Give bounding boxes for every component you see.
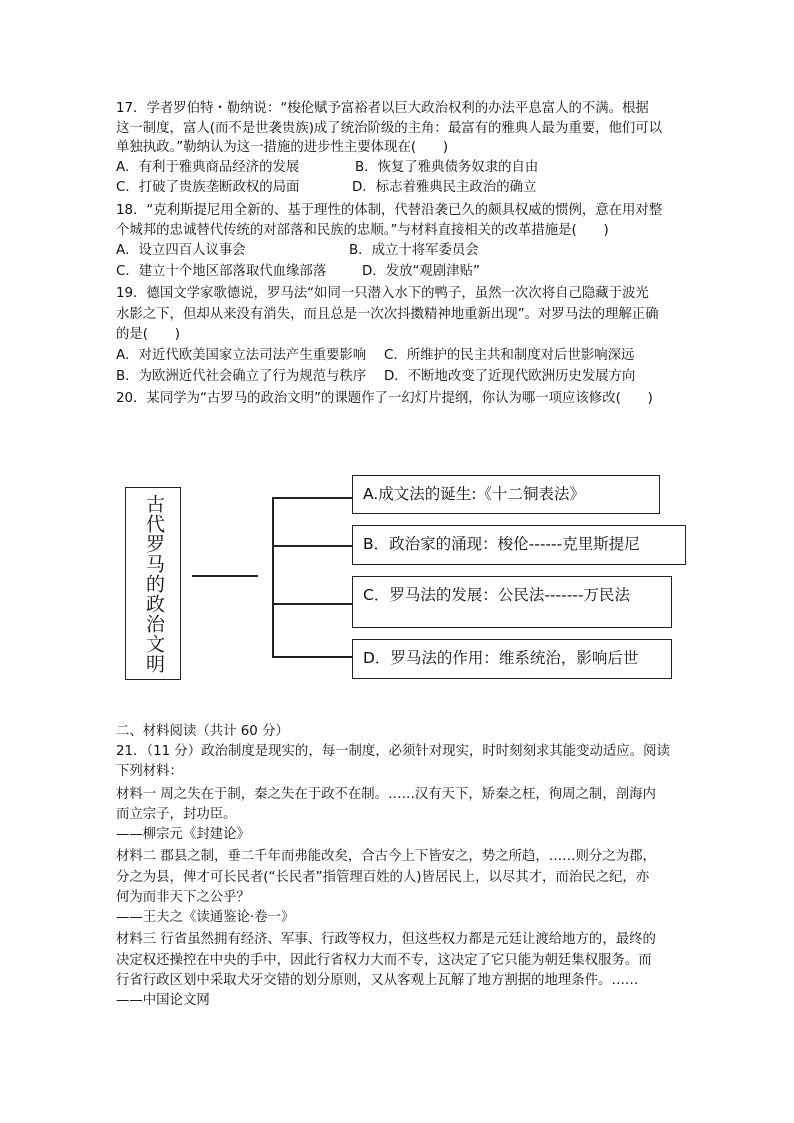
material2-line-3: 何为而非天下之公乎？ — [116, 890, 250, 905]
q19-stem-line-2: 水影之下，但却从来没有消失，而且总是一次次抖擞精神地重新出现”。对罗马法的理解正确 — [116, 307, 659, 322]
q19-option-c: C．所维护的民主共和制度对后世影响深远 — [384, 348, 635, 363]
material2-source: ——王夫之《读通鉴论·卷一》 — [116, 910, 295, 925]
q17-option-c: C．打破了贵族垄断政权的局面 — [116, 180, 300, 195]
q18-option-d: D．发放“观剧津贴” — [362, 264, 480, 279]
material3-line-1: 材料三 行省虽然拥有经济、军事、行政等权力，但这些权力都是元廷让渡给地方的，最终的 — [116, 932, 656, 947]
q17-stem-line-1: 17．学者罗伯特・勒纳说：“梭伦赋予富裕者以巨大政治权利的办法平息富人的不满。根据 — [116, 101, 649, 116]
diagram-branch-b — [272, 545, 352, 547]
q19-stem-line-1: 19．德国文学家歌德说，罗马法“如同一只潜入水下的鸭子，虽然一次次将自己隐藏于波光 — [116, 286, 649, 301]
q21-stem-line-1: 21．（11 分）政治制度是现实的，每一制度，必须针对现实，时时刻刻求其能变动适应。阅读 — [116, 744, 670, 759]
material3-source: ——中国论文网 — [116, 993, 210, 1008]
q17-option-d: D．标志着雅典民主政治的确立 — [352, 180, 537, 195]
q19-option-a: A．对近代欧美国家立法司法产生重要影响 — [116, 348, 367, 363]
diagram-title: 古代罗马的政治文明 — [143, 494, 165, 674]
q17-option-b: B．恢复了雅典债务奴隶的自由 — [355, 160, 539, 175]
material3-line-2: 决定权还操控在中央的手中，因此行省权力大而不专，这决定了它只能为朝廷集权服务。而 — [116, 953, 652, 968]
diagram-connector — [192, 575, 258, 577]
diagram-bracket-vertical — [272, 497, 274, 657]
q17-stem-line-2: 这一制度，富人(而不是世袭贵族)成了统治阶级的主角：最富有的雅典人最为重要，他们可以 — [116, 121, 663, 136]
q19-option-d: D．不断地改变了近现代欧洲历史发展方向 — [384, 369, 636, 384]
q18-option-a: A．设立四百人议事会 — [116, 243, 246, 258]
material2-line-2: 分之为县，俾才可长民者(“长民者”指管理百姓的人)皆居民上，以尽其才，而治民之纪，亦 — [116, 870, 650, 885]
q21-stem-line-2: 下列材料： — [116, 764, 183, 779]
material2-line-1: 材料二 郡县之制，垂二千年而弗能改矣，合古今上下皆安之，势之所趋，……则分之为郡， — [116, 849, 656, 864]
q19-stem-line-3: 的是( ) — [116, 327, 181, 342]
material1-line-2: 而立宗子，封功臣。 — [116, 807, 237, 822]
diagram-item-b: B．政治家的涌现：梭伦------克里斯提尼 — [352, 525, 686, 565]
q18-stem-line-2: 个城邦的忠诚替代传统的对部落和民族的忠顺。”与材料直接相关的改革措施是( ) — [116, 223, 609, 238]
q17-stem-line-3: 单独执政。”勒纳认为这一措施的进步性主要体现在( ) — [116, 140, 449, 155]
q18-option-b: B．成立十将军委员会 — [349, 243, 479, 258]
section2-heading: 二、材料阅读（共计 60 分） — [116, 724, 289, 739]
q17-option-a: A．有利于雅典商品经济的发展 — [116, 160, 300, 175]
material1-source: ——柳宗元《封建论》 — [116, 827, 250, 842]
diagram-item-c: C．罗马法的发展：公民法-------万民法 — [352, 576, 672, 628]
diagram-branch-d — [272, 656, 352, 658]
diagram-item-a: A.成文法的诞生:《十二铜表法》 — [352, 475, 660, 514]
q18-option-c: C．建立十个地区部落取代血缘部落 — [116, 264, 327, 279]
diagram-item-d: D．罗马法的作用：维系统治，影响后世 — [352, 639, 672, 679]
material3-line-3: 行省行政区划中采取犬牙交错的划分原则，又从客观上瓦解了地方割据的地理条件。…… — [116, 973, 639, 988]
q19-option-b: B．为欧洲近代社会确立了行为规范与秩序 — [116, 369, 367, 384]
diagram-branch-c — [272, 603, 352, 605]
diagram-title-box — [125, 487, 181, 680]
q18-stem-line-1: 18．“克利斯提尼用全新的、基于理性的体制，代替沿袭已久的颇具权威的惯例，意在用对整 — [116, 203, 663, 218]
q20-stem: 20．某同学为“古罗马的政治文明”的课题作了一幻灯片提纲，你认为哪一项应该修改( ) — [116, 391, 653, 406]
diagram-branch-a — [272, 497, 352, 499]
material1-line-1: 材料一 周之失在于制，秦之失在于政不在制。……汉有天下，矫秦之枉，徇周之制，剖海内 — [116, 787, 656, 802]
